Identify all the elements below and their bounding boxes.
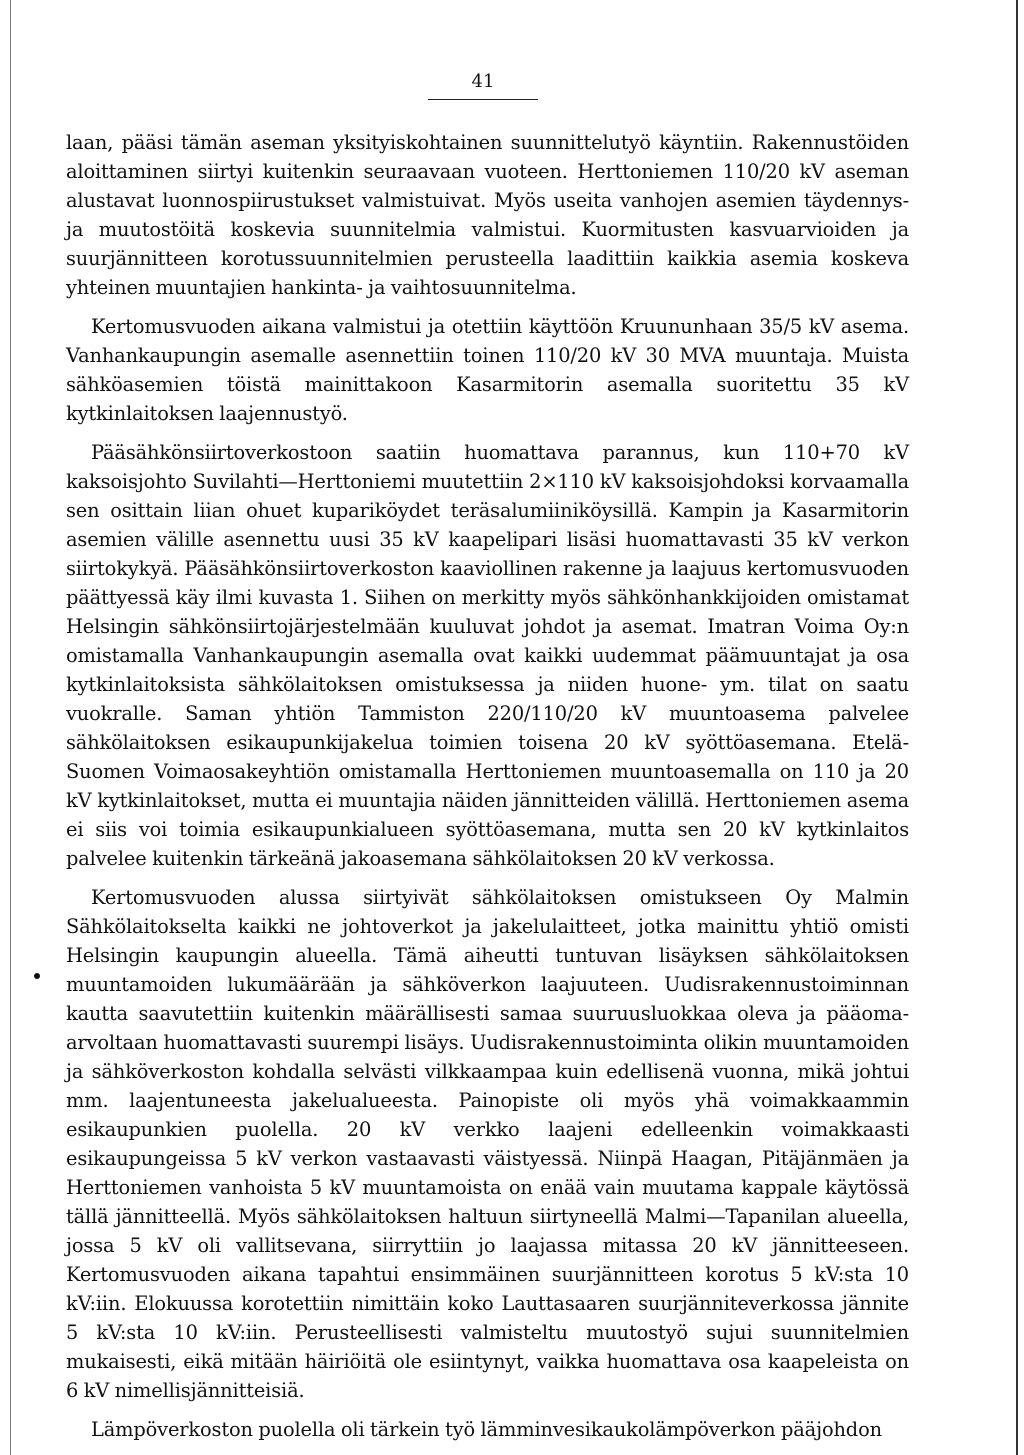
document-body <box>66 128 909 1444</box>
scan-right-edge <box>1016 0 1018 1455</box>
scan-left-edge <box>10 0 11 1455</box>
paragraph-4: Kertomusvuoden alussa siirtyivät sähkölaitoksen omistukseen Oy Malmin Sähkölaitokselta kaikki ne johtoverkot ja jakelulaitteet, jotka mainittu yhtiö omisti Helsingin kaupungin alueella. Tämä aiheutti tuntuvan lisäyksen sähkölaitoksen muuntamoiden lukumäärään ja sähköverkon laajuuteen. Uudisrakennustoiminnan kautta saavutettiin kuitenkin määrällisesti samaa suuruusluokkaa oleva ja pääoma-arvoltaan huomattavasti suurempi lisäys. Uudisrakennustoiminta olikin muuntamoiden ja sähköverkoston kohdalla selvästi vilkkaampaa kuin edellisenä vuonna, mikä johtui mm. laajentuneesta jakelualueesta. Painopiste oli myös yhä voimakkaammin esikaupunkien puolella. 20 kV verkko laajeni edelleenkin voimakkaasti esikaupungeissa 5 kV verkon vastaavasti väistyessä. Niinpä Haagan, Pitäjänmäen ja Herttoniemen vanhoista 5 kV muuntamoista on enää vain muutama kappale käytössä tällä jännitteellä. Myös sähkölaitoksen haltuun siirtyneellä Malmi—Tapanilan alueella, jossa 5 kV oli vallitsevana, siirryttiin jo laajassa mitassa 20 kV jännitteeseen. Kertomusvuoden aikana tapahtui ensimmäinen suurjännitteen korotus 5 kV:sta 10 kV:iin. Elokuussa korotettiin nimittäin koko Lauttasaaren suurjänniteverkossa jännite 5 kV:sta 10 kV:iin. Perusteellisesti valmisteltu muutostyö sujui suunnitelmien mukaisesti, eikä mitään häiriöitä ole esiintynyt, vaikka huomattava osa kaapeleista on 6 kV nimellisjännitteisiä. <box>66 886 909 1402</box>
page-number: 41 <box>471 71 495 92</box>
page-number-rule <box>428 99 538 100</box>
paragraph-2: Kertomusvuoden aikana valmistui ja otettiin käyttöön Kruununhaan 35/5 kV asema. Vanhankaupungin asemalle asennettiin toinen 110/20 kV 30 MVA muuntaja. Muista sähköasemien töistä mainittakoon Kasarmitorin asemalla suoritettu 35 kV kytkinlaitoksen laajennustyö. <box>66 315 909 425</box>
paragraph-1: laan, pääsi tämän aseman yksityiskohtainen suunnittelutyö käyntiin. Rakennustöiden aloittaminen siirtyi kuitenkin seuraavaan vuoteen. Herttoniemen 110/20 kV aseman alustavat luonnospiirustukset valmistuivat. Myös useita vanhojen asemien täydennys- ja muutostöitä koskevia suunnitelmia valmistui. Kuormitusten kasvuarvioiden ja suurjännitteen korotussuunnitelmien perusteella laadittiin kaikkia asemia koskeva yhteinen muuntajien hankinta- ja vaihtosuunnitelma. <box>66 131 909 299</box>
margin-mark <box>34 973 40 979</box>
paragraph-5: Lämpöverkoston puolella oli tärkein työ lämminvesikaukolämpöverkon pääjohdon <box>91 1418 882 1441</box>
paragraph-3: Pääsähkönsiirtoverkostoon saatiin huomattava parannus, kun 110+70 kV kaksoisjohto Suvilahti—Herttoniemi muutettiin 2×110 kV kaksoisjohdoksi korvaamalla sen osittain liian ohuet kupariköydet teräsalumiiniköysillä. Kampin ja Kasarmitorin asemien välille asennettu uusi 35 kV kaapelipari lisäsi huomattavasti 35 kV verkon siirtokykyä. Pääsähkönsiirtoverkoston kaaviollinen rakenne ja laajuus kertomusvuoden päättyessä käy ilmi kuvasta 1. Siihen on merkitty myös sähkönhankkijoiden omistamat Helsingin sähkönsiirtojärjestelmään kuuluvat johdot ja asemat. Imatran Voima Oy:n omistamalla Vanhankaupungin asemalla ovat kaikki uudemmat päämuuntajat ja osa kytkinlaitoksista sähkölaitoksen omistuksessa ja niiden huone- ym. tilat on saatu vuokralle. Saman yhtiön Tammiston 220/110/20 kV muuntoasema palvelee sähkölaitoksen esikaupunkijakelua toimien toisena 20 kV syöttöasemana. Etelä-Suomen Voimaosakeyhtiön omistamalla Herttoniemen muuntoasemalla on 110 ja 20 kV kytkinlaitokset, mutta ei muuntajia näiden jännitteiden välillä. Herttoniemen asema ei siis voi toimia esikaupunkialueen syöttöasemana, mutta sen 20 kV kytkinlaitos palvelee kuitenkin tärkeänä jakoasemana sähkölaitoksen 20 kV verkossa. <box>66 441 909 870</box>
